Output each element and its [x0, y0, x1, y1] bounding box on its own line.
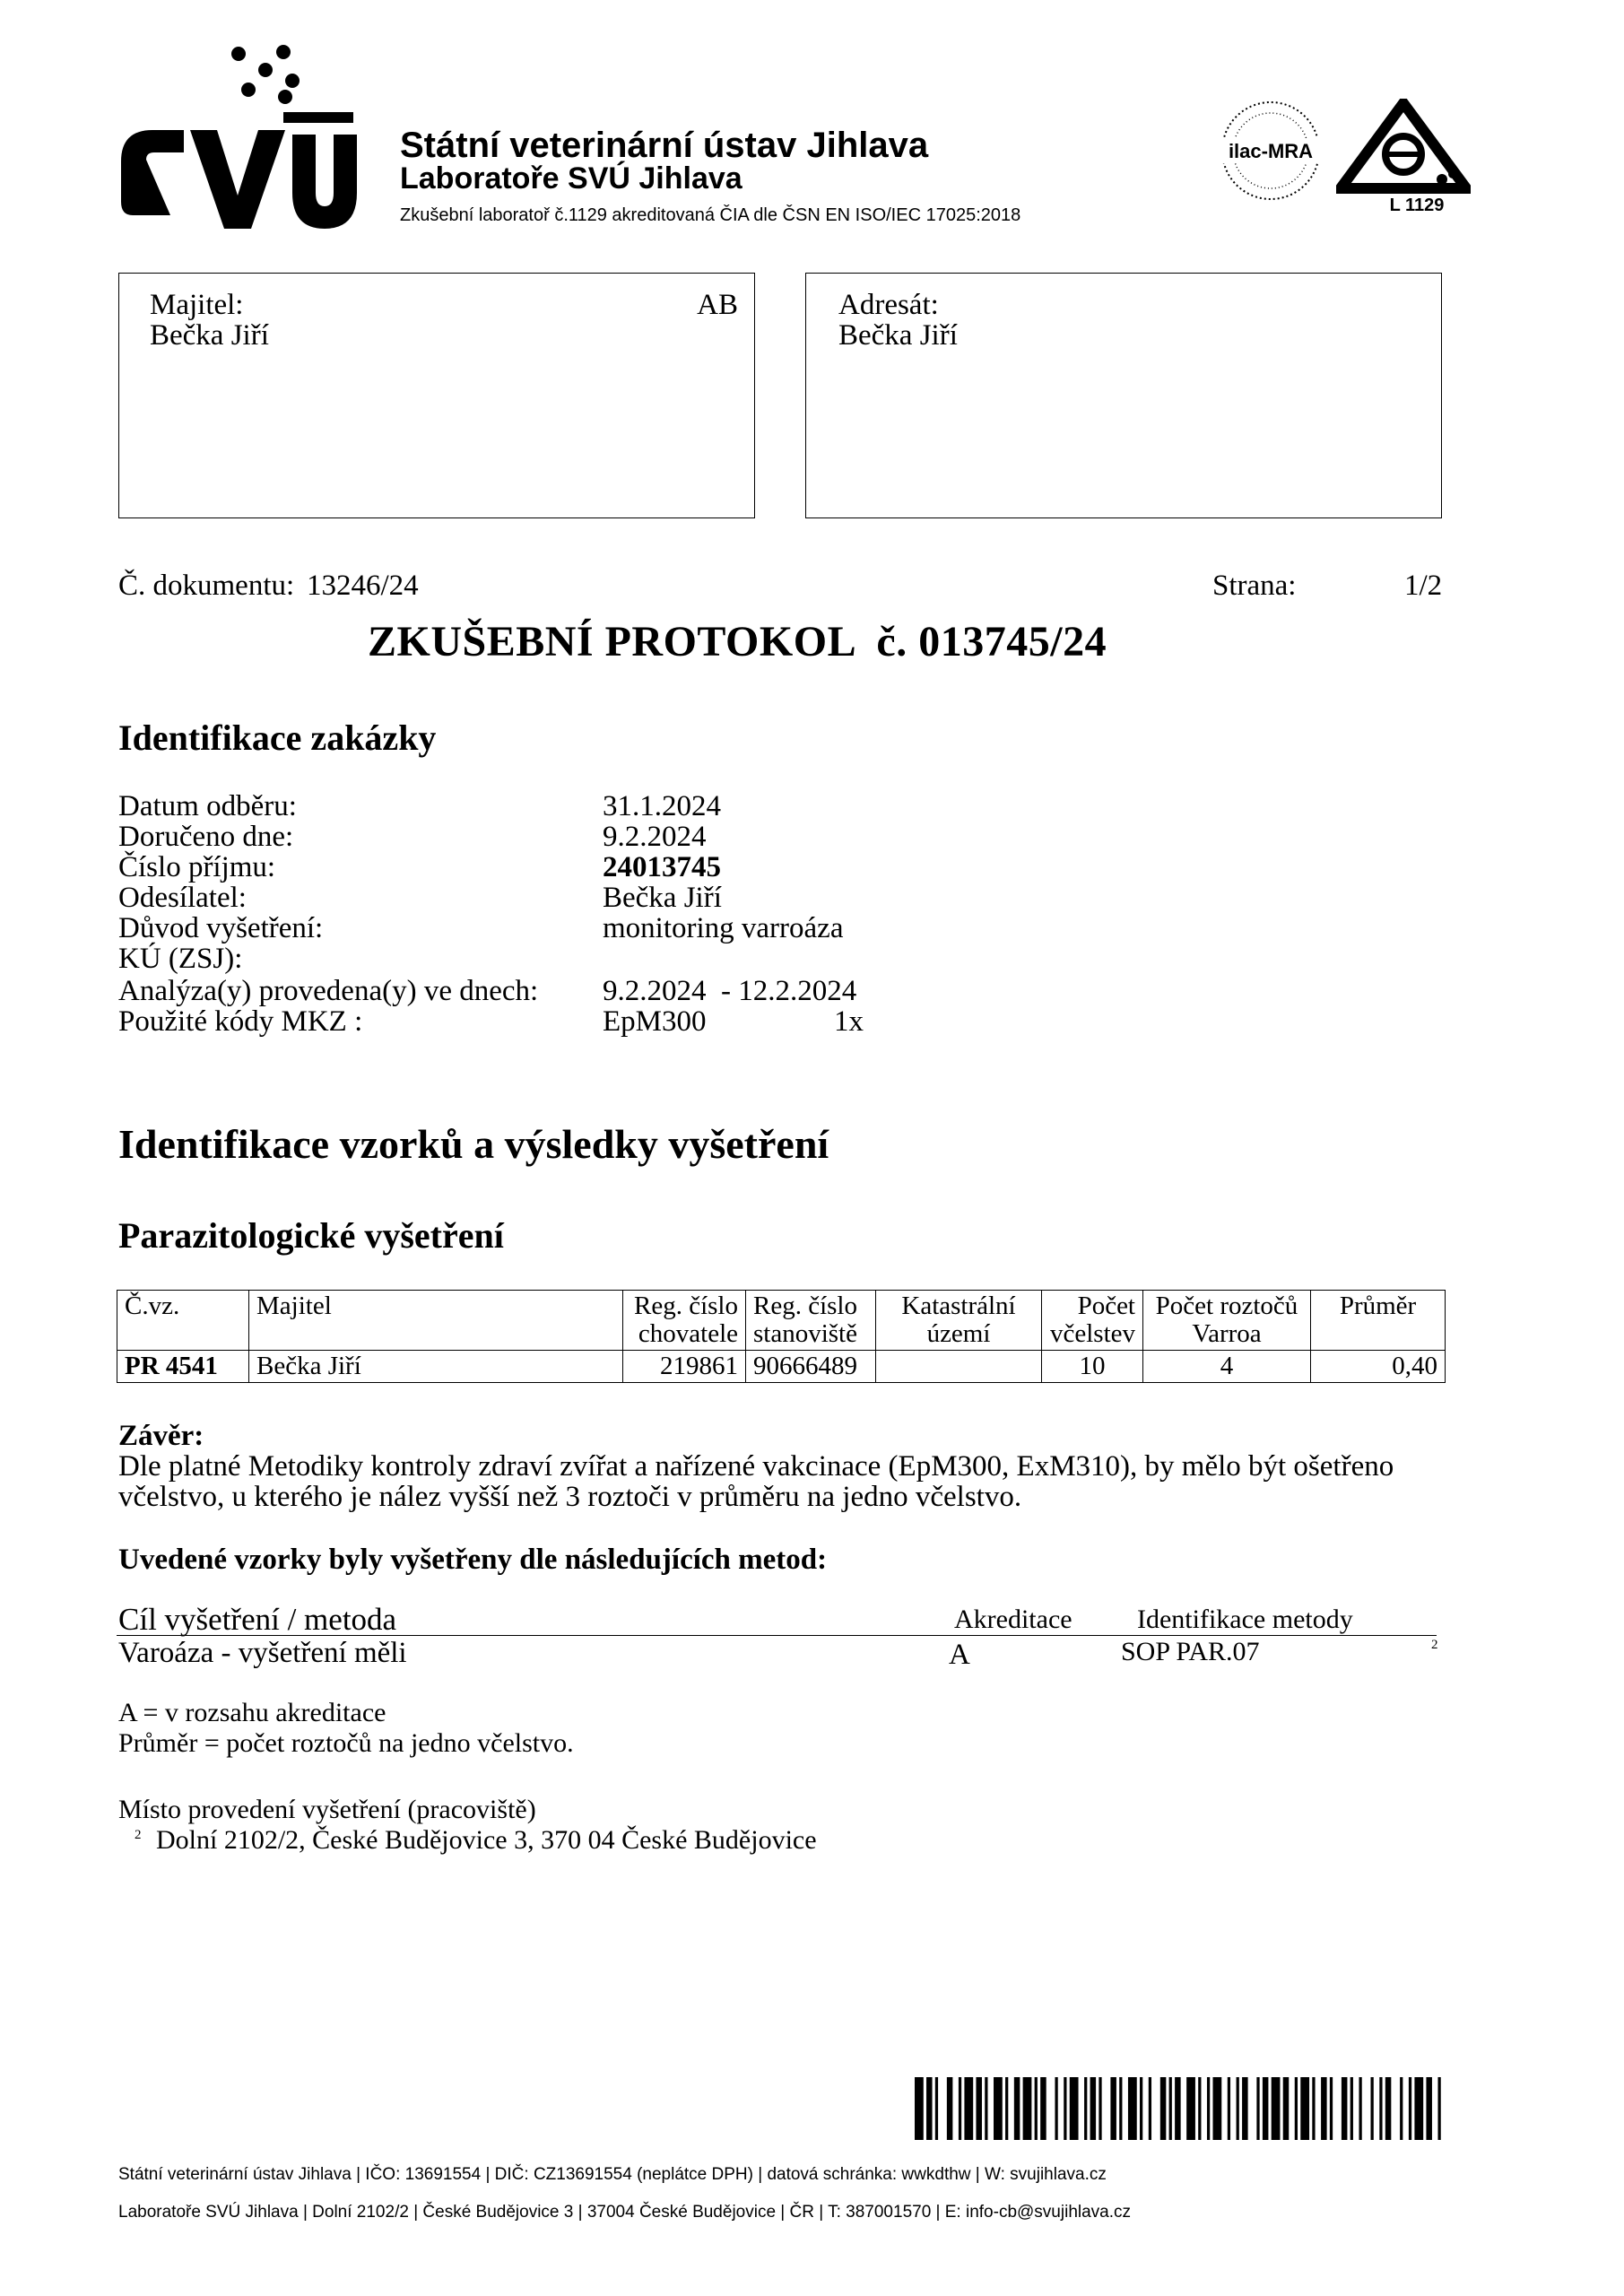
barcode-bar	[1149, 2077, 1151, 2140]
barcode-bar	[1014, 2077, 1020, 2140]
table-header-row	[117, 1291, 1446, 1351]
barcode-bar	[1379, 2077, 1382, 2140]
barcode-bar	[1350, 2077, 1353, 2140]
barcode-bar	[964, 2077, 973, 2140]
methods-col-goal: Cíl vyšetření / metoda	[118, 1602, 397, 1637]
barcode-bar	[1055, 2077, 1057, 2140]
page-label: Strana:	[1212, 570, 1297, 602]
addressee-name: Bečka Jiří	[838, 319, 958, 352]
order-heading: Identifikace zakázky	[118, 718, 437, 758]
barcode-bar	[1207, 2077, 1210, 2140]
barcode-bar	[1186, 2077, 1195, 2140]
svg-text:L 1129: L 1129	[1389, 196, 1445, 215]
barcode-bar	[1064, 2077, 1066, 2140]
barcode-bar	[1295, 2077, 1298, 2140]
cell-average: 0,40	[1311, 1351, 1446, 1383]
parasitology-heading: Parazitologické vyšetření	[118, 1215, 504, 1256]
order-value: Bečka Jiří	[603, 882, 722, 914]
addressee-box	[805, 273, 1442, 518]
doc-number: 13246/24	[307, 570, 419, 602]
col-site-reg: Reg. číslo stanoviště	[746, 1291, 876, 1351]
owner-label: Majitel:	[150, 289, 244, 321]
barcode-bar	[935, 2077, 938, 2140]
barcode-bar	[1119, 2077, 1122, 2140]
accreditation-note-text: A = v rozsahu akreditace	[118, 1698, 386, 1727]
owner-code: AB	[697, 289, 738, 321]
barcode-bar	[1256, 2077, 1259, 2140]
barcode-bar	[926, 2077, 933, 2140]
addressee-label: Adresát:	[838, 289, 939, 321]
order-label: Použité kódy MKZ :	[118, 1005, 363, 1038]
barcode-bar	[1321, 2077, 1327, 2140]
footer-line: Laboratoře SVÚ Jihlava | Dolní 2102/2 | České Budějovice 3 | 37004 České Budějovice | ČR | T: 387001570 | E: info-cb@svujihlava.cz	[118, 2203, 1132, 2222]
barcode-bar	[1300, 2077, 1309, 2140]
barcode-bar	[994, 2077, 1003, 2140]
table-row	[117, 1351, 1446, 1383]
barcode-bar	[959, 2077, 961, 2140]
cell-mites: 4	[1143, 1351, 1311, 1383]
barcode-bar	[1212, 2077, 1221, 2140]
order-value: 31.1.2024	[603, 790, 721, 822]
barcode-bar	[1437, 2077, 1440, 2140]
cell-breeder-reg: 219861	[623, 1351, 746, 1383]
cell-site-reg: 90666489	[746, 1351, 876, 1383]
barcode-bar	[1228, 2077, 1230, 2140]
site-address: Dolní 2102/2, České Budějovice 3, 370 04 České Budějovice	[156, 1825, 817, 1855]
order-label: Odesílatel:	[118, 882, 247, 914]
barcode-bar	[1400, 2077, 1403, 2140]
barcode-bar	[1110, 2077, 1116, 2140]
order-value: EpM300	[603, 1005, 707, 1038]
col-cadastral: Katastrální území	[876, 1291, 1042, 1351]
barcode-bar	[1385, 2077, 1392, 2140]
order-extra: 1x	[834, 1005, 864, 1038]
institute-name: Státní veterinární ústav Jihlava	[400, 126, 929, 165]
barcode-bar	[1084, 2077, 1087, 2140]
owner-name: Bečka Jiří	[150, 319, 269, 352]
barcode-bar	[985, 2077, 987, 2140]
order-label: Doručeno dne:	[118, 821, 294, 853]
barcode-bar	[1023, 2077, 1032, 2140]
col-average: Průměr	[1311, 1291, 1446, 1351]
barcode-bar	[1426, 2077, 1432, 2140]
order-label: Datum odběru:	[118, 790, 297, 822]
method-goal: Varoáza - vyšetření měli	[118, 1637, 407, 1669]
barcode-bar	[1035, 2077, 1038, 2140]
barcode-bar	[1342, 2077, 1348, 2140]
col-breeder-reg: Reg. číslo chovatele	[623, 1291, 746, 1351]
method-accreditation: A	[949, 1639, 970, 1671]
doc-number-label: Č. dokumentu:	[118, 570, 295, 602]
col-colonies: Počet včelstev	[1042, 1291, 1143, 1351]
conclusion-label: Závěr:	[118, 1420, 204, 1452]
conclusion-line: Dle platné Metodiky kontroly zdraví zvířat a nařízené vakcinace (EpM300, ExM310), by mělo být ošetřeno	[118, 1450, 1394, 1483]
barcode-bar	[947, 2077, 953, 2140]
barcode-bar	[1128, 2077, 1137, 2140]
barcode-bar	[915, 2077, 924, 2140]
order-value: monitoring varroáza	[603, 912, 844, 944]
barcode-bar	[1330, 2077, 1333, 2140]
site-label: Místo provedení vyšetření (pracoviště)	[118, 1795, 536, 1824]
footer-line: Státní veterinární ústav Jihlava | IČO: 13691554 | DIČ: CZ13691554 (neplátce DPH) | datová schránka: wwkdthw | W: svujihlava.cz	[118, 2165, 1107, 2184]
site-ref: 2	[135, 1828, 142, 1842]
barcode-bar	[1359, 2077, 1361, 2140]
barcode-bar	[1414, 2077, 1423, 2140]
accreditation-note: Zkušební laboratoř č.1129 akreditovaná ČIA dle ČSN EN ISO/IEC 17025:2018	[400, 205, 1021, 225]
barcode-bar	[1090, 2077, 1097, 2140]
barcode-bar	[1099, 2077, 1101, 2140]
owner-box	[118, 273, 755, 518]
order-label: Důvod vyšetření:	[118, 912, 324, 944]
barcode-bar	[1237, 2077, 1239, 2140]
order-value: 9.2.2024	[603, 821, 707, 853]
order-label: KÚ (ZSJ):	[118, 943, 243, 975]
barcode-bar	[1160, 2077, 1167, 2140]
methods-col-accreditation: Akreditace	[954, 1605, 1073, 1634]
col-owner: Majitel	[249, 1291, 623, 1351]
barcode-bar	[1140, 2077, 1142, 2140]
cell-owner: Bečka Jiří	[249, 1351, 623, 1383]
methods-divider	[117, 1635, 1437, 1636]
methods-col-identification: Identifikace metody	[1137, 1605, 1353, 1634]
laboratory-name: Laboratoře SVÚ Jihlava	[400, 161, 743, 196]
average-note-text: Průměr = počet roztočů na jedno včelstvo.	[118, 1728, 574, 1758]
order-label: Analýza(y) provedena(y) ve dnech:	[118, 975, 539, 1007]
order-value: 24013745	[603, 851, 721, 883]
barcode-bar	[976, 2077, 982, 2140]
methods-heading: Uvedené vzorky byly vyšetřeny dle následujících metod:	[118, 1544, 828, 1576]
conclusion-line: včelstvo, u kterého je nález vyšší než 3 roztoči v průměru na jedno včelstvo.	[118, 1481, 1022, 1513]
barcode-bar	[1409, 2077, 1411, 2140]
barcode	[915, 2077, 1444, 2140]
barcode-bar	[1070, 2077, 1079, 2140]
barcode-bar	[1283, 2077, 1290, 2140]
barcode-bar	[1263, 2077, 1269, 2140]
ilac-mra-logo	[1212, 99, 1329, 206]
method-id: SOP PAR.07	[1121, 1637, 1260, 1666]
barcode-bar	[1312, 2077, 1315, 2140]
page-number: 1/2	[1404, 570, 1443, 602]
barcode-bar	[1371, 2077, 1374, 2140]
cia-accreditation-logo	[1336, 99, 1471, 215]
order-value: 9.2.2024 - 12.2.2024	[603, 975, 857, 1007]
svu-logo	[117, 45, 359, 233]
barcode-bar	[1272, 2077, 1281, 2140]
method-site-ref: 2	[1431, 1638, 1438, 1652]
cell-colonies: 10	[1042, 1351, 1143, 1383]
order-label: Číslo příjmu:	[118, 851, 276, 883]
svg-text:ilac-MRA: ilac-MRA	[1228, 140, 1314, 162]
col-sample: Č.vz.	[117, 1291, 249, 1351]
cell-cadastral	[876, 1351, 1042, 1383]
barcode-bar	[1175, 2077, 1181, 2140]
protocol-title: ZKUŠEBNÍ PROTOKOL č. 013745/24	[368, 618, 1107, 665]
col-mites: Počet roztočů Varroa	[1143, 1291, 1311, 1351]
barcode-bar	[1242, 2077, 1248, 2140]
cell-sample: PR 4541	[117, 1351, 249, 1383]
barcode-bar	[1169, 2077, 1172, 2140]
barcode-bar	[1198, 2077, 1201, 2140]
results-table	[117, 1290, 1446, 1383]
barcode-bar	[1040, 2077, 1046, 2140]
samples-heading: Identifikace vzorků a výsledky vyšetření	[118, 1121, 829, 1167]
barcode-bar	[1005, 2077, 1008, 2140]
